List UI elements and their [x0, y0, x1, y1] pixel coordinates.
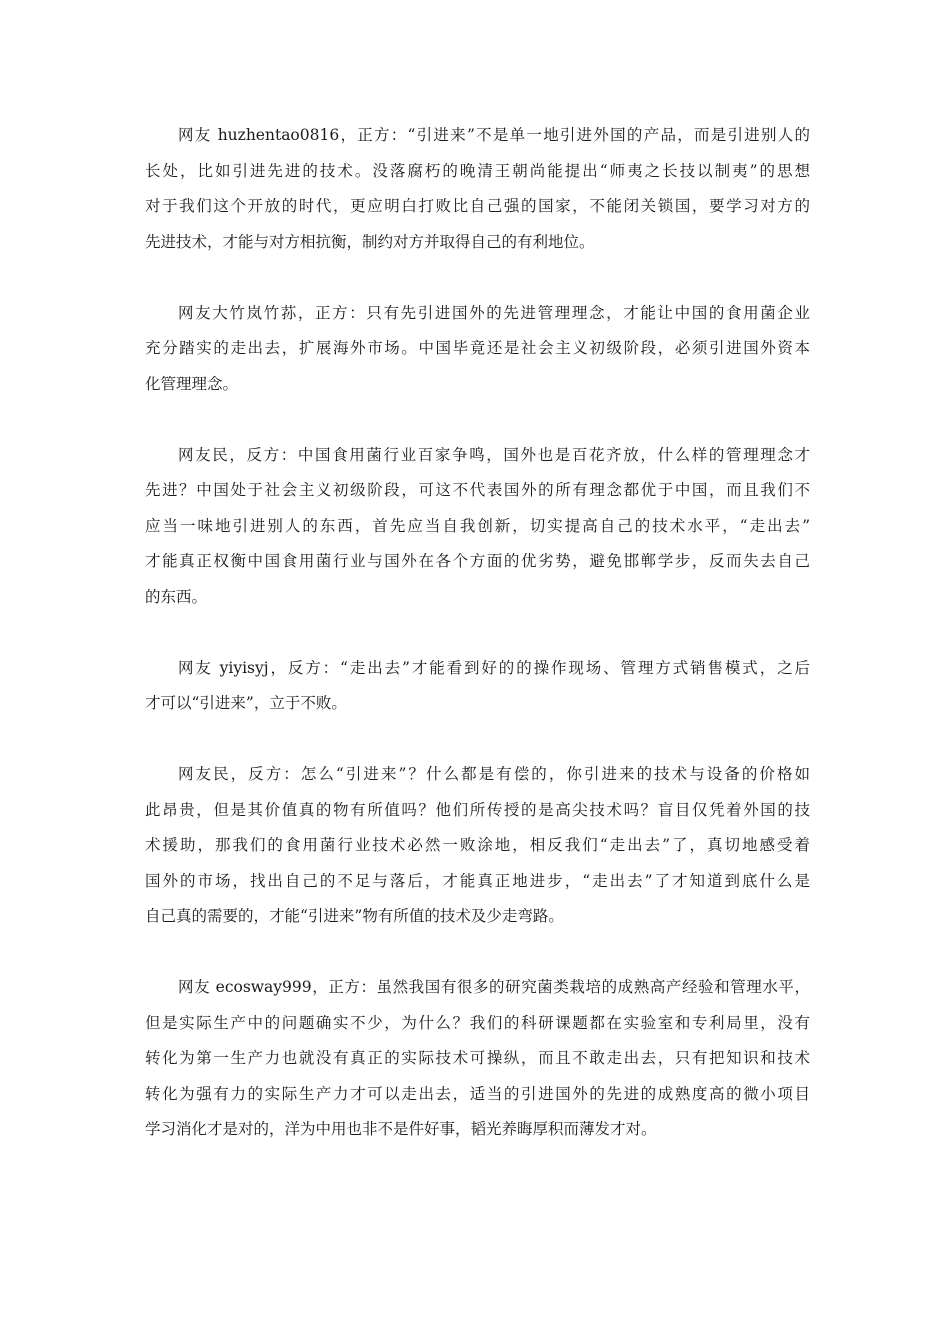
text-line: 转化为第一生产力也就没有真正的实际技术可操纵，而且不敢走出去，只有把知识和技术	[145, 1049, 810, 1067]
text-line: 网友 ecosway999，正方：虽然我国有很多的研究菌类栽培的成熟高产经验和管理水平，	[178, 978, 810, 996]
comment-paragraph	[145, 970, 810, 1148]
paragraph-spacer	[145, 722, 810, 758]
text-line: 先进？中国处于社会主义初级阶段，可这不代表国外的所有理念都优于中国，而且我们不	[145, 481, 810, 499]
document-body	[145, 118, 810, 1148]
text-line: 网友民，反方：中国食用菌行业百家争鸣，国外也是百花齐放，什么样的管理理念才	[178, 445, 810, 464]
text-line: 长处，比如引进先进的技术。没落腐朽的晚清王朝尚能提出“师夷之长技以制夷”的思想	[145, 161, 810, 180]
text-line: 应当一味地引进别人的东西，首先应当自我创新，切实提高自己的技术水平，“走出去”	[145, 516, 810, 535]
paragraph-spacer	[145, 615, 810, 651]
text-line: 才可以“引进来”，立于不败。	[145, 694, 347, 712]
paragraph-spacer	[145, 260, 810, 296]
comment-paragraph	[145, 757, 810, 935]
paragraph-spacer	[145, 935, 810, 971]
text-line: 国外的市场，找出自己的不足与落后，才能真正地进步，“走出去”了才知道到底什么是	[145, 871, 810, 890]
text-line: 对于我们这个开放的时代，更应明白打败比自己强的国家，不能闭关锁国，要学习对方的	[145, 197, 810, 215]
text-line: 充分踏实的走出去，扩展海外市场。中国毕竟还是社会主义初级阶段，必须引进国外资本	[145, 339, 810, 357]
text-line: 学习消化才是对的，洋为中用也非不是件好事，韬光养晦厚积而薄发才对。	[145, 1120, 657, 1138]
text-line: 才能真正权衡中国食用菌行业与国外在各个方面的优劣势，避免邯郸学步，反而失去自己	[145, 552, 810, 570]
text-line: 的东西。	[145, 587, 208, 606]
text-line: 网友民，反方：怎么“引进来”？什么都是有偿的，你引进来的技术与设备的价格如	[178, 765, 810, 783]
text-line: 化管理理念。	[145, 374, 239, 393]
text-line: 网友大竹岚竹荪，正方：只有先引进国外的先进管理理念，才能让中国的食用菌企业	[178, 303, 810, 322]
text-line: 转化为强有力的实际生产力才可以走出去，适当的引进国外的先进的成熟度高的微小项目	[145, 1084, 810, 1103]
paragraph-spacer	[145, 402, 810, 438]
comment-paragraph	[145, 651, 810, 722]
text-line: 先进技术，才能与对方相抗衡，制约对方并取得自己的有利地位。	[145, 232, 595, 251]
text-line: 术援助，那我们的食用菌行业技术必然一败涂地，相反我们“走出去”了，真切地感受着	[145, 836, 810, 854]
text-line: 网友 yiyisyj，反方：“走出去”才能看到好的的操作现场、管理方式销售模式，之后	[178, 658, 810, 677]
comment-paragraph	[145, 296, 810, 403]
comment-paragraph	[145, 438, 810, 616]
comment-paragraph	[145, 118, 810, 260]
text-line: 但是实际生产中的问题确实不少，为什么？我们的科研课题都在实验室和专利局里，没有	[145, 1013, 810, 1032]
text-line: 自己真的需要的，才能“引进来”物有所值的技术及少走弯路。	[145, 907, 564, 925]
text-line: 网友 huzhentao0816，正方：“引进来”不是单一地引进外国的产品，而是引进别人的	[178, 126, 810, 144]
text-line: 此昂贵，但是其价值真的物有所值吗？他们所传授的是高尖技术吗？盲目仅凭着外国的技	[145, 800, 810, 819]
